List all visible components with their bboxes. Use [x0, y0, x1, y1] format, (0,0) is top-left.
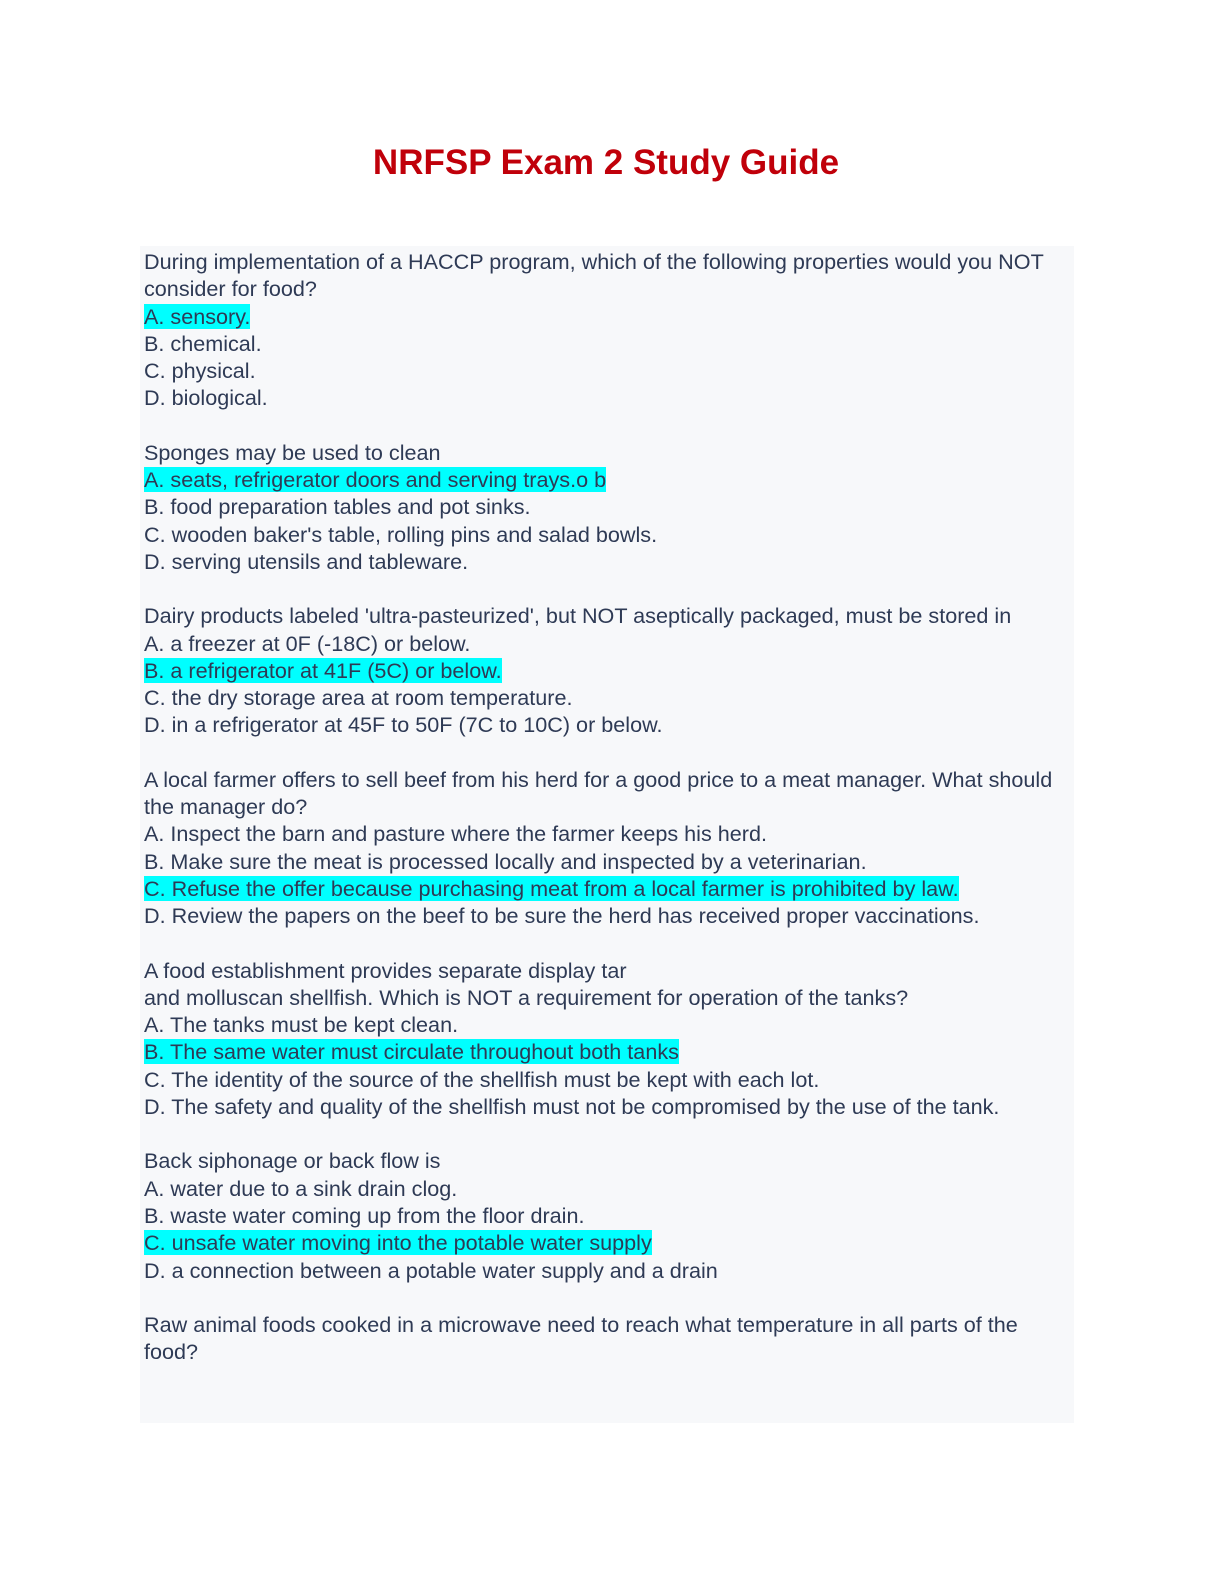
- answer-option: C. The identity of the source of the shellfish must be kept with each lot.: [144, 1066, 820, 1092]
- question-text: A food establishment provides separate display tar: [144, 957, 627, 983]
- correct-answer-highlight: C. Refuse the offer because purchasing meat from a local farmer is prohibited by law.: [144, 875, 959, 901]
- answer-option: C. wooden baker's table, rolling pins and salad bowls.: [144, 521, 658, 547]
- answer-option: [144, 1038, 1074, 1065]
- question-block: [144, 248, 1074, 412]
- answer-option: [144, 1229, 1074, 1256]
- answer-option: B. chemical.: [144, 330, 262, 356]
- answer-option: C. the dry storage area at room temperature.: [144, 685, 573, 711]
- study-guide-content: [140, 246, 1074, 1423]
- question-text: During implementation of a HACCP program, which of the following properties would you NOT consider for food?: [144, 249, 1044, 302]
- question-text: Raw animal foods cooked in a microwave need to reach what temperature in all parts of the food?: [144, 1311, 1018, 1365]
- answer-option: D. biological.: [144, 385, 268, 411]
- answer-option: [144, 875, 1074, 902]
- question-block: [144, 1147, 1074, 1283]
- answer-option: D. The safety and quality of the shellfish must not be compromised by the use of the tank.: [144, 1094, 1000, 1120]
- question-block: [144, 439, 1074, 575]
- document-title: NRFSP Exam 2 Study Guide: [372, 143, 840, 182]
- answer-option: [144, 303, 1074, 330]
- correct-answer-highlight: A. sensory.: [144, 303, 251, 329]
- answer-option: C. physical.: [144, 358, 256, 384]
- question-text: and molluscan shellfish. Which is NOT a requirement for operation of the tanks?: [144, 984, 909, 1010]
- correct-answer-highlight: C. unsafe water moving into the potable water supply: [144, 1230, 652, 1256]
- question-text: Sponges may be used to clean: [144, 439, 441, 465]
- answer-option: D. Review the papers on the beef to be sure the herd has received proper vaccinations.: [144, 903, 980, 929]
- answer-option: D. serving utensils and tableware.: [144, 548, 469, 574]
- answer-option: [144, 466, 1074, 493]
- correct-answer-highlight: B. a refrigerator at 41F (5C) or below.: [144, 657, 502, 683]
- answer-option: D. in a refrigerator at 45F to 50F (7C to 10C) or below.: [144, 712, 663, 738]
- answer-option: [144, 657, 1074, 684]
- question-block: [144, 766, 1074, 930]
- question-block: [144, 957, 1074, 1121]
- answer-option: B. Make sure the meat is processed locally and inspected by a veterinarian.: [144, 848, 867, 874]
- answer-option: B. waste water coming up from the floor drain.: [144, 1202, 585, 1228]
- answer-option: B. food preparation tables and pot sinks.: [144, 494, 531, 520]
- question-text: Back siphonage or back flow is: [144, 1148, 441, 1174]
- answer-option: A. Inspect the barn and pasture where the farmer keeps his herd.: [144, 821, 767, 847]
- question-text: Dairy products labeled 'ultra-pasteurized', but NOT aseptically packaged, must be stored in: [144, 603, 1012, 629]
- correct-answer-highlight: B. The same water must circulate throughout both tanks: [144, 1039, 679, 1065]
- answer-option: A. water due to a sink drain clog.: [144, 1175, 458, 1201]
- answer-option: A. The tanks must be kept clean.: [144, 1012, 459, 1038]
- answer-option: D. a connection between a potable water supply and a drain: [144, 1257, 718, 1283]
- question-text: A local farmer offers to sell beef from his herd for a good price to a meat manager. What should the manager do?: [144, 766, 1053, 820]
- answer-option: A. a freezer at 0F (-18C) or below.: [144, 630, 471, 656]
- correct-answer-highlight: A. seats, refrigerator doors and serving trays.o b: [144, 467, 607, 493]
- question-block: [144, 1311, 1074, 1366]
- question-block: [144, 602, 1074, 738]
